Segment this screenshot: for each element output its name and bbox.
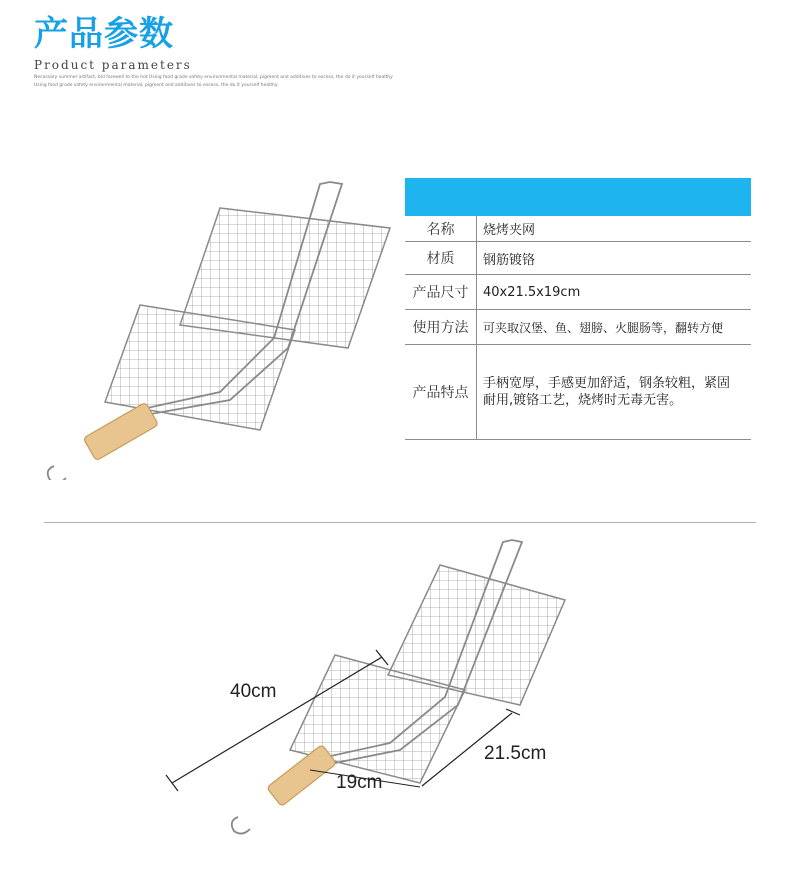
spec-label: 产品尺寸 [405, 275, 477, 309]
spec-row-material [405, 242, 751, 275]
spec-label: 名称 [405, 216, 477, 241]
grill-basket-image [30, 170, 400, 480]
spec-value [477, 345, 751, 439]
description-line-1: Necessary summer artifact, bid farewell to the hot Using food grade safety environmental material, pigment and additives to excess, the do it yourself healthy [34, 75, 393, 80]
spec-label: 材质 [405, 242, 477, 274]
height-label: 19cm [336, 772, 383, 793]
spec-value: 可夹取汉堡、鱼、翅膀、火腿肠等，翻转方便 [483, 320, 724, 335]
page-subtitle: Product parameters [34, 58, 192, 72]
section-divider [44, 522, 756, 523]
length-label: 40cm [230, 681, 277, 702]
spec-label: 使用方法 [405, 310, 477, 344]
spec-header-bar [405, 178, 751, 216]
width-label: 21.5cm [484, 743, 547, 764]
spec-label: 产品特点 [405, 345, 477, 439]
spec-row-size [405, 275, 751, 310]
description-line-2: Using food grade safety environmental material, pigment and additives to excess, the do it yourself healthy [34, 83, 278, 88]
spec-value-line: 手柄宽厚，手感更加舒适，钢条较粗，紧固 [483, 376, 731, 391]
spec-row-features [405, 345, 751, 440]
spec-value: 钢筋镀铬 [483, 252, 536, 268]
spec-row-name [405, 216, 751, 242]
spec-value: 烧烤夹网 [483, 223, 536, 238]
spec-value: 40x21.5x19cm [483, 284, 581, 300]
grill-dimension-image [160, 535, 580, 840]
spec-table [405, 216, 751, 440]
page-title: 产品参数 [34, 14, 174, 54]
spec-row-usage [405, 310, 751, 345]
spec-value-line: 耐用,镀铬工艺，烧烤时无毒无害。 [483, 393, 683, 408]
